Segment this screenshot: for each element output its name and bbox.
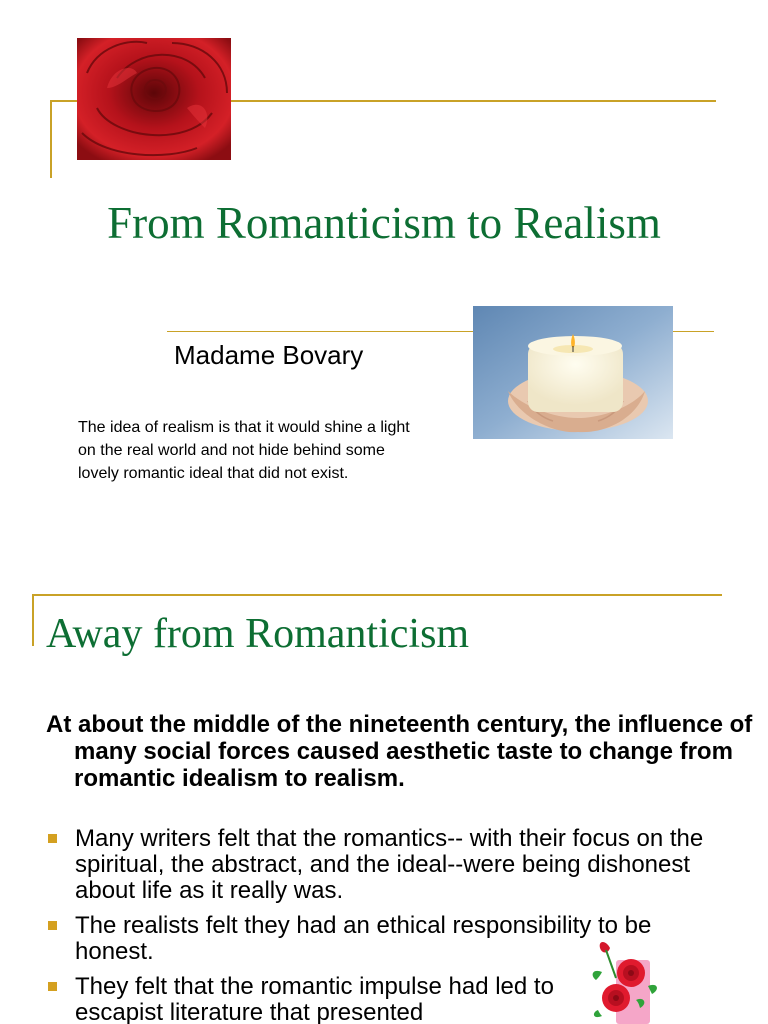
bullet-square-icon <box>48 921 57 930</box>
accent-rule-left <box>50 100 52 178</box>
rose-photo <box>77 38 231 160</box>
slide-2 <box>0 560 768 1024</box>
page-title: From Romanticism to Realism <box>107 198 661 248</box>
accent-rule-top <box>32 594 722 596</box>
list-item <box>46 974 555 1024</box>
intro-paragraph: The idea of realism is that it would shine a light on the real world and not hide behind some lovely romantic ideal that did not exist. <box>78 419 410 482</box>
accent-rule-left <box>32 594 34 646</box>
section-title: Away from Romanticism <box>46 611 470 657</box>
bullet-square-icon <box>48 982 57 991</box>
bullet-text: The realists felt they had an ethical responsibility to be honest. <box>75 912 652 965</box>
bullet-text: They felt that the romantic impulse had led to escapist literature that presented <box>75 973 554 1024</box>
roses-clipart <box>588 938 678 1024</box>
lead-paragraph: At about the middle of the nineteenth century, the influence of many social forces caused aesthetic taste to change from romantic idealism to realism. <box>46 711 753 792</box>
candle-in-hands-photo <box>473 306 673 439</box>
bullet-text: Many writers felt that the romantics-- with their focus on the spiritual, the abstract, and the ideal--were being dishonest about life as it really was. <box>75 825 704 904</box>
list-item <box>46 826 736 904</box>
subtitle: Madame Bovary <box>174 340 364 370</box>
bullet-square-icon <box>48 834 57 843</box>
